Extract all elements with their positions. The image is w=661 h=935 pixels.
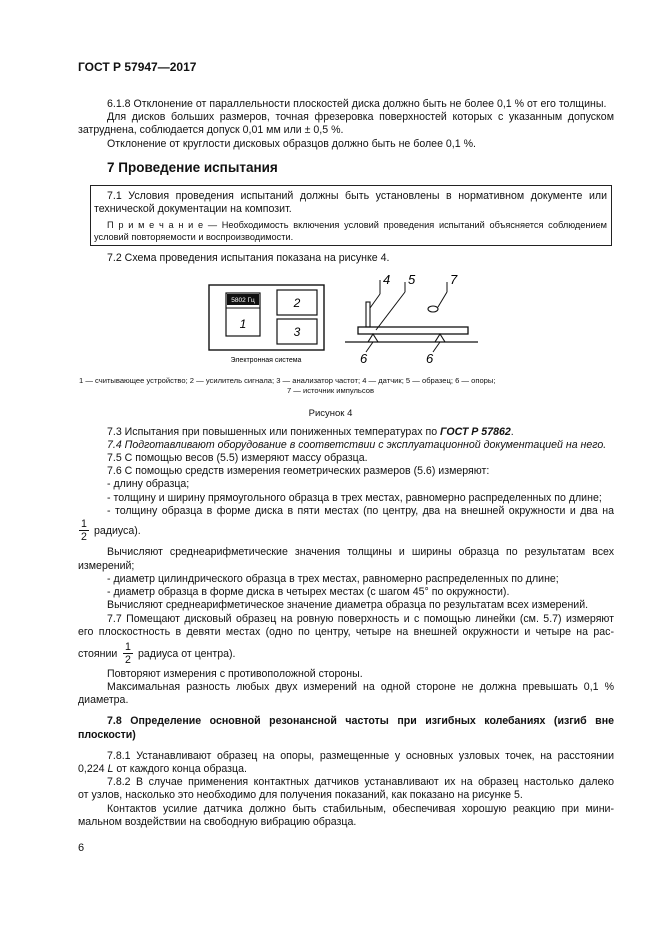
para-disk-large-1: Для дисков больших размеров, точная фрезеровка поверхностей которых с указанным допуском bbox=[107, 111, 614, 123]
system-label: Электронная система bbox=[230, 357, 302, 364]
para-7-2: 7.2 Схема проведения испытания показана на рисунке 4. bbox=[107, 252, 390, 264]
para-roundness: Отклонение от круглости дисковых образцов должно быть не более 0,1 %. bbox=[107, 138, 476, 150]
label-3: 3 bbox=[293, 325, 301, 339]
para-avg-1-b: измерений; bbox=[78, 560, 135, 572]
para-7-7-c-pre: стоянии bbox=[78, 648, 118, 660]
standard-reference: ГОСТ Р 57862 bbox=[440, 426, 511, 438]
para-6-1-8: 6.1.8 Отклонение от параллельности плоскостей диска должно быть не более 0,1 % от его толщины. bbox=[107, 98, 607, 110]
callout-7: 7 bbox=[450, 272, 458, 287]
para-7-7-c-post: радиуса от центра). bbox=[138, 648, 236, 660]
para-avg-2: Вычисляют среднеарифметическое значение диаметра образца по результатам всех измерений. bbox=[107, 599, 589, 611]
figure-4-diagram bbox=[200, 270, 490, 370]
para-7-5: 7.5 С помощью весов (5.5) измеряют массу образца. bbox=[107, 452, 368, 464]
para-7-4: 7.4 Подготавливают оборудование в соответствии с эксплуатационной документацией на него. bbox=[107, 439, 607, 451]
para-7-3: 7.3 Испытания при повышенных или пониженных температурах по ГОСТ Р 57862. bbox=[107, 426, 514, 438]
para-contact-b: мальном воздействии на свободную вибрацию образца. bbox=[78, 816, 357, 828]
list-item-3: - толщину образца в форме диска в пяти местах (по центру, два на внешней окружности и два на bbox=[107, 505, 614, 517]
para-7-7-a: 7.7 Помещают дисковый образец на ровную поверхность и с помощью линейки (см. 5.7) измеряют bbox=[107, 613, 614, 625]
list-item-1: - длину образца; bbox=[107, 478, 190, 490]
callout-5: 5 bbox=[408, 272, 416, 287]
para-7-6: 7.6 С помощью средств измерения геометрических размеров (5.6) измеряют: bbox=[107, 465, 490, 477]
figure-caption-b: 7 — источник импульсов bbox=[286, 386, 375, 395]
list-item-4: - диаметр цилиндрического образца в трех местах, равномерно распределенных по длине; bbox=[107, 573, 559, 585]
para-7-7-b: его плоскостность в девяти местах (одно по центру, четыре на внешней окружности и четыре на рас- bbox=[78, 626, 614, 638]
para-contact-a: Контактов усилие датчика должно быть стабильным, обеспечивая хорошую реакцию при мини- bbox=[107, 803, 614, 815]
callout-6-left: 6 bbox=[360, 351, 368, 366]
sensor bbox=[366, 302, 370, 327]
note-b: условий повторяемости и воспроизводимости. bbox=[94, 232, 294, 242]
page-number: 6 bbox=[78, 842, 85, 854]
heading-7-8-b: плоскости) bbox=[78, 729, 136, 741]
fraction-half-2: 1 2 bbox=[122, 641, 134, 666]
display-reading: 5802 Гц bbox=[231, 297, 255, 304]
note-a: П р и м е ч а н и е — Необходимость включения условий проведения испытаний объясняется соблюдением bbox=[107, 220, 607, 230]
callout-6-right: 6 bbox=[426, 351, 434, 366]
label-1: 1 bbox=[239, 317, 247, 331]
section-title: 7 Проведение испытания bbox=[107, 160, 278, 175]
para-repeat: Повторяют измерения с противоположной стороны. bbox=[107, 668, 363, 680]
specimen-bar bbox=[358, 327, 468, 334]
support-right bbox=[435, 334, 445, 342]
para-max-diff-a: Максимальная разность любых двух измерений на одной стороне не должна превышать 0,1 % bbox=[107, 681, 614, 693]
para-disk-large-2: затруднена, соблюдается допуск 0,01 мм или ± 0,5 %. bbox=[78, 124, 344, 136]
para-7-1-a: 7.1 Условия проведения испытаний должны быть установлены в нормативном документе или bbox=[107, 190, 607, 202]
callout-4: 4 bbox=[383, 272, 391, 287]
heading-7-8-a: 7.8 Определение основной резонансной частоты при изгибных колебаниях (изгиб вне bbox=[107, 715, 614, 727]
fraction-half-1: 1 2 bbox=[78, 518, 90, 543]
impulse-source bbox=[428, 306, 438, 312]
para-max-diff-b: диаметра. bbox=[78, 694, 129, 706]
support-left bbox=[368, 334, 378, 342]
para-7-8-1-b: 0,224 L от каждого конца образца. bbox=[78, 763, 247, 775]
para-7-8-2-a: 7.8.2 В случае применения контактных датчиков устанавливают их на образец настолько далеко bbox=[107, 776, 614, 788]
list-item-2: - толщину и ширину прямоугольного образца в трех местах, равномерно распределенных по длине; bbox=[107, 492, 602, 504]
list-item-5: - диаметр образца в форме диска в четырех местах (с шагом 45° по окружности). bbox=[107, 586, 510, 598]
para-7-1-b: технической документации на композит. bbox=[94, 203, 292, 215]
para-7-8-1-a: 7.8.1 Устанавливают образец на опоры, размещенные у основных узловых точек, на расстоянии bbox=[107, 750, 614, 762]
document-header: ГОСТ Р 57947—2017 bbox=[78, 60, 197, 74]
label-2: 2 bbox=[293, 296, 301, 310]
list-item-3-tail: радиуса). bbox=[94, 525, 141, 537]
figure-caption-a: 1 — считывающее устройство; 2 — усилитель сигнала; 3 — анализатор частот; 4 — датчик; 5 — образец; 6 — опоры; bbox=[79, 376, 496, 385]
para-avg-1-a: Вычисляют среднеарифметические значения толщины и ширины образца по результатам всех bbox=[107, 546, 614, 558]
figure-title: Рисунок 4 bbox=[308, 408, 353, 419]
para-7-8-2-b: от узлов, насколько это необходимо для получения показаний, как показано на рисунке 5. bbox=[78, 789, 523, 801]
